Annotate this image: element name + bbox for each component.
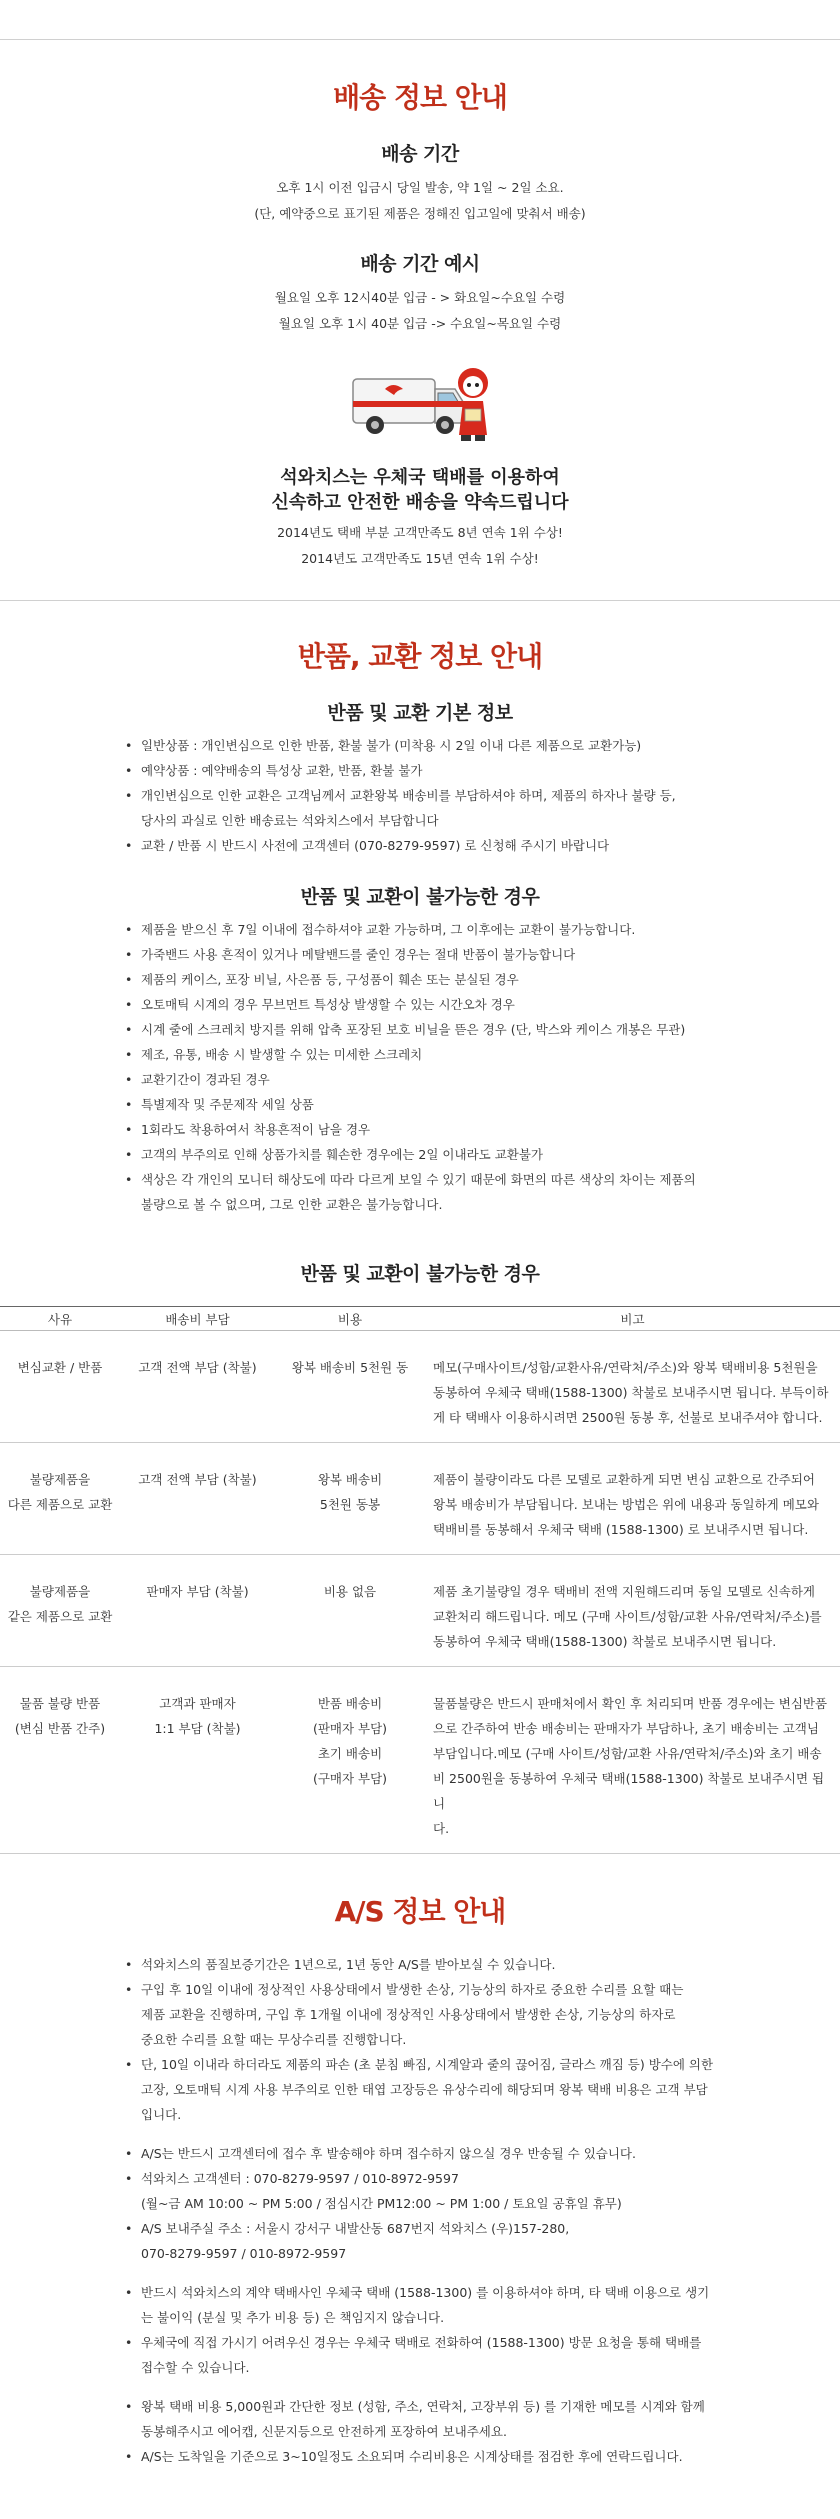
delivery-award: 2014년도 택배 부분 고객만족도 8년 연속 1위 수상! xyxy=(277,525,563,540)
list-item: • 제조, 유통, 배송 시 발생할 수 있는 미세한 스크레치 xyxy=(125,1042,745,1067)
returns-basic-list xyxy=(125,733,745,858)
delivery-truck-illustration xyxy=(0,357,840,453)
as-list-group-3 xyxy=(125,2280,745,2380)
list-item: • 우체국에 직접 가시기 어려우신 경우는 우체국 택배로 전화하여 (1588-1300) 방문 요청을 통해 택배를 접수할 수 있습니다. xyxy=(125,2330,745,2380)
delivery-example-line: 월요일 오후 1시 40분 입금 -> 수요일~목요일 수령 xyxy=(278,316,562,331)
delivery-title: 배송 정보 안내 xyxy=(333,81,507,114)
cell-reason: 불량제품을 같은 제품으로 교환 xyxy=(0,1555,120,1667)
cell-reason: 변심교환 / 반품 xyxy=(0,1331,120,1443)
list-item: • A/S 보내주실 주소 : 서울시 강서구 내발산동 687번지 석와치스 (우)157-280, 070-8279-9597 / 010-8972-9597 xyxy=(125,2216,745,2266)
table-row xyxy=(0,1555,840,1667)
delivery-period-line: (단, 예약중으로 표기된 제품은 정해진 입고일에 맞춰서 배송) xyxy=(254,206,586,221)
list-item: • 단, 10일 이내라 하더라도 제품의 파손 (초 분침 빠짐, 시계알과 줄의 끊어짐, 글라스 깨짐 등) 방수에 의한 고장, 오토매틱 시계 사용 부주의로 인한 태엽 고장등은 유상수리에 해당되며 왕복 택배 비용은 고객 부담 입니다. xyxy=(125,2052,745,2127)
list-item: • 구입 후 10일 이내에 정상적인 사용상태에서 발생한 손상, 기능상의 하자로 중요한 수리를 요할 때는 제품 교환을 진행하며, 구입 후 1개월 이내에 정상적인 사용상태에서 발생한 손상, 기능상의 하자로 중요한 수리를 요할 때는 무상수리를 진행합니다. xyxy=(125,1977,745,2052)
list-item: • 예약상품 : 예약배송의 특성상 교환, 반품, 환불 불가 xyxy=(125,758,745,783)
post-truck-mascot-icon xyxy=(345,357,495,453)
list-item: • 색상은 각 개인의 모니터 해상도에 따라 다르게 보일 수 있기 때문에 화면의 따른 색상의 차이는 제품의 불량으로 볼 수 없으며, 그로 인한 교환은 불가능합니다. xyxy=(125,1167,745,1217)
list-item: • 오토매틱 시계의 경우 무브먼트 특성상 발생할 수 있는 시간오차 경우 xyxy=(125,992,745,1017)
list-item: • 고객의 부주의로 인해 상품가치를 훼손한 경우에는 2일 이내라도 교환불가 xyxy=(125,1142,745,1167)
returns-impossible-list xyxy=(125,917,745,1217)
cell-cost: 반품 배송비 (판매자 부담) 초기 배송비 (구매자 부담) xyxy=(275,1667,425,1854)
list-item: • A/S는 도착일을 기준으로 3~10일정도 소요되며 수리비용은 시계상태를 점검한 후에 연락드립니다. xyxy=(125,2444,745,2469)
table-header-reason: 사유 xyxy=(0,1307,120,1331)
cell-burden: 고객 전액 부담 (착불) xyxy=(120,1443,275,1555)
returns-impossible-title: 반품 및 교환이 불가능한 경우 xyxy=(300,886,540,908)
list-item: • 개인변심으로 인한 교환은 고객님께서 교환왕복 배송비를 부담하셔야 하며, 제품의 하자나 불량 등, 당사의 과실로 인한 배송료는 석와치스에서 부담합니다 xyxy=(125,783,745,833)
delivery-slogan: 석와치스는 우체국 택배를 이용하여 xyxy=(280,467,560,488)
delivery-example-title: 배송 기간 예시 xyxy=(360,253,480,275)
list-item: • 제품을 받으신 후 7일 이내에 접수하셔야 교환 가능하며, 그 이후에는 교환이 불가능합니다. xyxy=(125,917,745,942)
cell-note: 메모(구매사이트/성함/교환사유/연락처/주소)와 왕복 택배비용 5천원을 동봉하여 우체국 택배(1588-1300) 착불로 보내주시면 됩니다. 부득이하 게 타 택배사 이용하시려면 2500원 동봉 후, 선불로 보내주셔야 합니다. xyxy=(425,1331,840,1443)
as-title: A/S 정보 안내 xyxy=(334,1895,506,1928)
returns-section xyxy=(0,635,840,1854)
table-row xyxy=(0,1443,840,1555)
table-header-row xyxy=(0,1307,840,1331)
returns-basic-title: 반품 및 교환 기본 정보 xyxy=(327,702,513,724)
list-item: • 교환 / 반품 시 반드시 사전에 고객센터 (070-8279-9597) 로 신청해 주시기 바랍니다 xyxy=(125,833,745,858)
divider xyxy=(0,600,840,601)
as-list-group-2 xyxy=(125,2141,745,2266)
list-item: • 일반상품 : 개인변심으로 인한 반품, 환불 불가 (미착용 시 2일 이내 다른 제품으로 교환가능) xyxy=(125,733,745,758)
cell-reason: 물품 불량 반품 (변심 반품 간주) xyxy=(0,1667,120,1854)
list-item: • 교환기간이 경과된 경우 xyxy=(125,1067,745,1092)
as-list-group-1 xyxy=(125,1952,745,2127)
list-item: • 시계 줄에 스크레치 방지를 위해 압축 포장된 보호 비닐을 뜯은 경우 (단, 박스와 케이스 개봉은 무관) xyxy=(125,1017,745,1042)
delivery-example-line: 월요일 오후 12시40분 입금 - > 화요일~수요일 수령 xyxy=(274,290,566,305)
cell-note: 물품불량은 반드시 판매처에서 확인 후 처리되며 반품 경우에는 변심반품 으로 간주하여 반송 배송비는 판매자가 부담하나, 초기 배송비는 고객님 부담입니다.메모 (구매 사이트/성함/교환 사유/연락처/주소)와 초기 배송 비 2500원을 동봉하여 우체국 택배(1588-1300) 착불로 보내주시면 됩니 다. xyxy=(425,1667,840,1854)
cell-cost: 비용 없음 xyxy=(275,1555,425,1667)
table-header-burden: 배송비 부담 xyxy=(120,1307,275,1331)
as-section xyxy=(0,1890,840,2469)
list-item: • 1회라도 착용하여서 착용흔적이 남을 경우 xyxy=(125,1117,745,1142)
delivery-section xyxy=(0,76,840,572)
cell-note: 제품 초기불량일 경우 택배비 전액 지원해드리며 동일 모델로 신속하게 교환처리 해드립니다. 메모 (구매 사이트/성함/교환 사유/연락처/주소)를 동봉하여 우체국 택배(1588-1300) 착불로 보내주시면 됩니다. xyxy=(425,1555,840,1667)
table-header-note: 비고 xyxy=(425,1307,840,1331)
returns-table-title: 반품 및 교환이 불가능한 경우 xyxy=(300,1263,540,1285)
as-list-group-4 xyxy=(125,2394,745,2469)
list-item: • 가죽밴드 사용 흔적이 있거나 메탈밴드를 줄인 경우는 절대 반품이 불가능합니다 xyxy=(125,942,745,967)
table-row xyxy=(0,1331,840,1443)
divider xyxy=(0,39,840,40)
table-header-cost: 비용 xyxy=(275,1307,425,1331)
cell-cost: 왕복 배송비 5천원 동봉 xyxy=(275,1443,425,1555)
cell-burden: 고객 전액 부담 (착불) xyxy=(120,1331,275,1443)
cell-reason: 불량제품을 다른 제품으로 교환 xyxy=(0,1443,120,1555)
delivery-award: 2014년도 고객만족도 15년 연속 1위 수상! xyxy=(301,551,539,566)
list-item: • A/S는 반드시 고객센터에 접수 후 발송해야 하며 접수하지 않으실 경우 반송될 수 있습니다. xyxy=(125,2141,745,2166)
delivery-period-title: 배송 기간 xyxy=(381,143,459,165)
list-item: • 석와치스 고객센터 : 070-8279-9597 / 010-8972-9597 (월~금 AM 10:00 ~ PM 5:00 / 점심시간 PM12:00 ~ PM 1:00 / 토요일 공휴일 휴무) xyxy=(125,2166,745,2216)
list-item: • 제품의 케이스, 포장 비닐, 사은품 등, 구성품이 훼손 또는 분실된 경우 xyxy=(125,967,745,992)
list-item: • 석와치스의 품질보증기간은 1년으로, 1년 동안 A/S를 받아보실 수 있습니다. xyxy=(125,1952,745,1977)
returns-table xyxy=(0,1306,840,1854)
list-item: • 반드시 석와치스의 계약 택배사인 우체국 택배 (1588-1300) 를 이용하셔야 하며, 타 택배 이용으로 생기 는 불이익 (분실 및 추가 비용 등) 은 책임지지 않습니다. xyxy=(125,2280,745,2330)
delivery-slogan: 신속하고 안전한 배송을 약속드립니다 xyxy=(271,492,569,513)
cell-burden: 판매자 부담 (착불) xyxy=(120,1555,275,1667)
table-row xyxy=(0,1667,840,1854)
list-item: • 왕복 택배 비용 5,000원과 간단한 정보 (성함, 주소, 연락처, 고장부위 등) 를 기재한 메모를 시계와 함께 동봉해주시고 에어캡, 신문지등으로 안전하게 포장하여 보내주세요. xyxy=(125,2394,745,2444)
cell-cost: 왕복 배송비 5천원 동 xyxy=(275,1331,425,1443)
cell-note: 제품이 불량이라도 다른 모델로 교환하게 되면 변심 교환으로 간주되어 왕복 배송비가 부담됩니다. 보내는 방법은 위에 내용과 동일하게 메모와 택배비를 동봉해서 우체국 택배 (1588-1300) 로 보내주시면 됩니다. xyxy=(425,1443,840,1555)
returns-title: 반품, 교환 정보 안내 xyxy=(297,640,543,673)
delivery-period-line: 오후 1시 이전 입금시 당일 발송, 약 1일 ~ 2일 소요. xyxy=(276,180,564,195)
cell-burden: 고객과 판매자 1:1 부담 (착불) xyxy=(120,1667,275,1854)
list-item: • 특별제작 및 주문제작 세일 상품 xyxy=(125,1092,745,1117)
